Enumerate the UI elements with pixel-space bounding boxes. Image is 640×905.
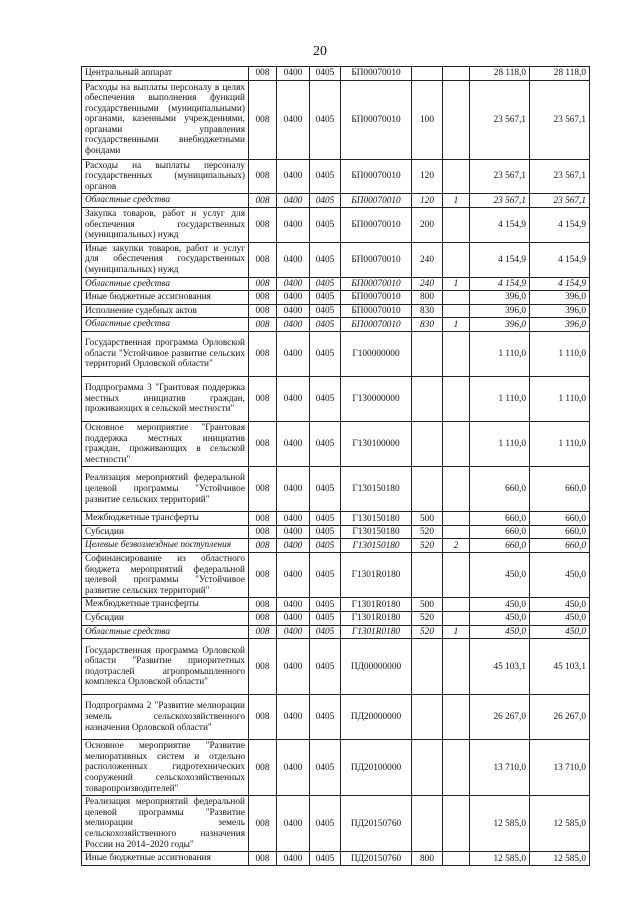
expense-type-code — [412, 376, 443, 421]
amount-2: 396,0 — [530, 304, 590, 318]
amount-2: 1 110,0 — [530, 376, 590, 421]
subsection-code: 0405 — [310, 376, 341, 421]
table-row — [82, 525, 590, 539]
funding-source-code: 2 — [443, 539, 470, 553]
subsection-code: 0405 — [310, 194, 341, 208]
row-name: Реализация мероприятий федеральной целевой программы "Развитие мелиорации земель сельскохозяйственного назначения России на 2014–2020 годы" — [82, 796, 249, 852]
row-name: Основное мероприятие "Грантовая поддержка местных инициатив граждан, проживающих в сельской местности" — [82, 421, 249, 466]
section-code: 0400 — [277, 194, 310, 208]
subsection-code: 0405 — [310, 318, 341, 332]
section-code: 0400 — [277, 598, 310, 612]
section-code: 0400 — [277, 318, 310, 332]
ministry-code: 008 — [249, 318, 277, 332]
funding-source-code — [443, 207, 470, 242]
amount-2: 450,0 — [530, 625, 590, 639]
amount-1: 4 154,9 — [470, 242, 530, 277]
funding-source-code: 1 — [443, 318, 470, 332]
target-article-code: Г1301R0180 — [341, 553, 412, 598]
table-row — [82, 421, 590, 466]
target-article-code: БП00070010 — [341, 159, 412, 194]
subsection-code: 0405 — [310, 291, 341, 305]
ministry-code: 008 — [249, 639, 277, 695]
section-code: 0400 — [277, 625, 310, 639]
section-code: 0400 — [277, 242, 310, 277]
section-code: 0400 — [277, 525, 310, 539]
expense-type-code: 800 — [412, 852, 443, 866]
expense-type-code: 120 — [412, 194, 443, 208]
expense-type-code: 240 — [412, 277, 443, 291]
subsection-code: 0405 — [310, 740, 341, 796]
section-code: 0400 — [277, 467, 310, 512]
amount-2: 23 567,1 — [530, 80, 590, 159]
funding-source-code — [443, 291, 470, 305]
funding-source-code — [443, 852, 470, 866]
amount-1: 396,0 — [470, 304, 530, 318]
amount-1: 28 118,0 — [470, 67, 530, 81]
amount-2: 450,0 — [530, 553, 590, 598]
amount-2: 396,0 — [530, 318, 590, 332]
ministry-code: 008 — [249, 695, 277, 740]
amount-2: 396,0 — [530, 291, 590, 305]
ministry-code: 008 — [249, 159, 277, 194]
amount-1: 1 110,0 — [470, 421, 530, 466]
section-code: 0400 — [277, 512, 310, 526]
subsection-code: 0405 — [310, 67, 341, 81]
ministry-code: 008 — [249, 467, 277, 512]
funding-source-code — [443, 376, 470, 421]
expense-type-code: 500 — [412, 598, 443, 612]
ministry-code: 008 — [249, 304, 277, 318]
ministry-code: 008 — [249, 291, 277, 305]
section-code: 0400 — [277, 304, 310, 318]
expense-type-code — [412, 553, 443, 598]
target-article-code: Г130150180 — [341, 525, 412, 539]
section-code: 0400 — [277, 421, 310, 466]
ministry-code: 008 — [249, 376, 277, 421]
row-name: Субсидии — [82, 525, 249, 539]
table-row — [82, 598, 590, 612]
amount-2: 4 154,9 — [530, 242, 590, 277]
expense-type-code: 200 — [412, 207, 443, 242]
amount-2: 1 110,0 — [530, 331, 590, 376]
table-row — [82, 242, 590, 277]
row-name: Межбюджетные трансферты — [82, 598, 249, 612]
subsection-code: 0405 — [310, 242, 341, 277]
expense-type-code: 240 — [412, 242, 443, 277]
row-name: Исполнение судебных актов — [82, 304, 249, 318]
section-code: 0400 — [277, 331, 310, 376]
subsection-code: 0405 — [310, 525, 341, 539]
amount-1: 660,0 — [470, 512, 530, 526]
table-row — [82, 159, 590, 194]
ministry-code: 008 — [249, 80, 277, 159]
subsection-code: 0405 — [310, 207, 341, 242]
table-row — [82, 740, 590, 796]
funding-source-code — [443, 242, 470, 277]
section-code: 0400 — [277, 695, 310, 740]
target-article-code: ПД20150760 — [341, 796, 412, 852]
amount-2: 12 585,0 — [530, 796, 590, 852]
target-article-code: ПД20000000 — [341, 695, 412, 740]
target-article-code: Г1301R0180 — [341, 612, 412, 626]
row-name: Государственная программа Орловской области "Устойчивое развитие сельских территорий Орловской области" — [82, 331, 249, 376]
target-article-code: Г130150180 — [341, 539, 412, 553]
subsection-code: 0405 — [310, 331, 341, 376]
expense-type-code: 520 — [412, 539, 443, 553]
amount-1: 26 267,0 — [470, 695, 530, 740]
ministry-code: 008 — [249, 512, 277, 526]
ministry-code: 008 — [249, 242, 277, 277]
section-code: 0400 — [277, 852, 310, 866]
ministry-code: 008 — [249, 796, 277, 852]
subsection-code: 0405 — [310, 625, 341, 639]
expense-type-code: 100 — [412, 80, 443, 159]
amount-1: 12 585,0 — [470, 796, 530, 852]
row-name: Расходы на выплаты персоналу в целях обеспечения выполнения функций государственными (муниципальными) органами, казенными учреждениями, органами управления государственными внебюджетными фондами — [82, 80, 249, 159]
expense-type-code: 830 — [412, 304, 443, 318]
expense-type-code: 830 — [412, 318, 443, 332]
target-article-code: ПД20150760 — [341, 852, 412, 866]
row-name: Целевые безвозмездные поступления — [82, 539, 249, 553]
table-row — [82, 625, 590, 639]
section-code: 0400 — [277, 539, 310, 553]
subsection-code: 0405 — [310, 421, 341, 466]
target-article-code: БП00070010 — [341, 304, 412, 318]
expense-type-code — [412, 740, 443, 796]
section-code: 0400 — [277, 553, 310, 598]
funding-source-code — [443, 67, 470, 81]
row-name: Государственная программа Орловской области "Развитие приоритетных подотраслей агропромышленного комплекса Орловской области" — [82, 639, 249, 695]
row-name: Софинансирование из областного бюджета мероприятий федеральной целевой программы "Устойчивое развитие сельских территорий" — [82, 553, 249, 598]
amount-1: 450,0 — [470, 612, 530, 626]
page-number: 20 — [313, 44, 327, 59]
row-name: Межбюджетные трансферты — [82, 512, 249, 526]
subsection-code: 0405 — [310, 695, 341, 740]
amount-1: 450,0 — [470, 598, 530, 612]
amount-1: 1 110,0 — [470, 376, 530, 421]
funding-source-code — [443, 512, 470, 526]
row-name: Подпрограмма 2 "Развитие мелиорации земель сельскохозяйственного назначения Орловской области" — [82, 695, 249, 740]
section-code: 0400 — [277, 612, 310, 626]
ministry-code: 008 — [249, 598, 277, 612]
subsection-code: 0405 — [310, 512, 341, 526]
ministry-code: 008 — [249, 421, 277, 466]
amount-2: 660,0 — [530, 467, 590, 512]
subsection-code: 0405 — [310, 852, 341, 866]
row-name: Областные средства — [82, 318, 249, 332]
amount-1: 450,0 — [470, 625, 530, 639]
target-article-code: БП00070010 — [341, 194, 412, 208]
target-article-code: БП00070010 — [341, 67, 412, 81]
subsection-code: 0405 — [310, 796, 341, 852]
subsection-code: 0405 — [310, 612, 341, 626]
subsection-code: 0405 — [310, 539, 341, 553]
ministry-code: 008 — [249, 740, 277, 796]
expense-type-code: 520 — [412, 612, 443, 626]
section-code: 0400 — [277, 740, 310, 796]
table-row — [82, 512, 590, 526]
amount-1: 1 110,0 — [470, 331, 530, 376]
amount-2: 26 267,0 — [530, 695, 590, 740]
amount-1: 396,0 — [470, 291, 530, 305]
amount-1: 13 710,0 — [470, 740, 530, 796]
amount-1: 660,0 — [470, 539, 530, 553]
expense-type-code — [412, 421, 443, 466]
target-article-code: Г1301R0180 — [341, 625, 412, 639]
expense-type-code — [412, 331, 443, 376]
row-name: Расходы на выплаты персоналу государственных (муниципальных) органов — [82, 159, 249, 194]
table-row — [82, 467, 590, 512]
amount-1: 396,0 — [470, 318, 530, 332]
expense-type-code — [412, 796, 443, 852]
amount-1: 12 585,0 — [470, 852, 530, 866]
row-name: Иные бюджетные ассигнования — [82, 852, 249, 866]
ministry-code: 008 — [249, 331, 277, 376]
target-article-code: Г1301R0180 — [341, 598, 412, 612]
funding-source-code — [443, 639, 470, 695]
expense-type-code: 800 — [412, 291, 443, 305]
amount-1: 23 567,1 — [470, 80, 530, 159]
section-code: 0400 — [277, 80, 310, 159]
target-article-code: Г130150180 — [341, 467, 412, 512]
amount-2: 4 154,9 — [530, 277, 590, 291]
row-name: Областные средства — [82, 277, 249, 291]
target-article-code: БП00070010 — [341, 291, 412, 305]
funding-source-code — [443, 598, 470, 612]
amount-1: 23 567,1 — [470, 194, 530, 208]
amount-2: 450,0 — [530, 612, 590, 626]
table-row — [82, 277, 590, 291]
table-row — [82, 639, 590, 695]
amount-1: 4 154,9 — [470, 207, 530, 242]
budget-table — [81, 66, 590, 866]
ministry-code: 008 — [249, 277, 277, 291]
funding-source-code — [443, 612, 470, 626]
expense-type-code: 120 — [412, 159, 443, 194]
amount-2: 28 118,0 — [530, 67, 590, 81]
table-row — [82, 207, 590, 242]
section-code: 0400 — [277, 67, 310, 81]
table-row — [82, 796, 590, 852]
table-row — [82, 539, 590, 553]
funding-source-code — [443, 553, 470, 598]
section-code: 0400 — [277, 291, 310, 305]
amount-2: 23 567,1 — [530, 159, 590, 194]
row-name: Реализация мероприятий федеральной целевой программы "Устойчивое развитие сельских территорий" — [82, 467, 249, 512]
target-article-code: БП00070010 — [341, 80, 412, 159]
funding-source-code: 1 — [443, 277, 470, 291]
amount-1: 660,0 — [470, 467, 530, 512]
amount-2: 4 154,9 — [530, 207, 590, 242]
section-code: 0400 — [277, 639, 310, 695]
section-code: 0400 — [277, 159, 310, 194]
row-name: Иные бюджетные ассигнования — [82, 291, 249, 305]
table-row — [82, 331, 590, 376]
funding-source-code — [443, 695, 470, 740]
target-article-code: ПД20100000 — [341, 740, 412, 796]
target-article-code: БП00070010 — [341, 207, 412, 242]
row-name: Субсидии — [82, 612, 249, 626]
funding-source-code — [443, 159, 470, 194]
funding-source-code — [443, 80, 470, 159]
ministry-code: 008 — [249, 539, 277, 553]
table-row — [82, 304, 590, 318]
expense-type-code — [412, 467, 443, 512]
amount-2: 660,0 — [530, 512, 590, 526]
subsection-code: 0405 — [310, 304, 341, 318]
row-name: Основное мероприятие "Развитие мелиоративных систем и отдельно расположенных гидротехнических сооружений сельскохозяйственных товаропроизводителей" — [82, 740, 249, 796]
amount-2: 1 110,0 — [530, 421, 590, 466]
section-code: 0400 — [277, 207, 310, 242]
ministry-code: 008 — [249, 525, 277, 539]
subsection-code: 0405 — [310, 80, 341, 159]
target-article-code: БП00070010 — [341, 277, 412, 291]
row-name: Центральный аппарат — [82, 67, 249, 81]
subsection-code: 0405 — [310, 467, 341, 512]
funding-source-code — [443, 796, 470, 852]
expense-type-code — [412, 639, 443, 695]
ministry-code: 008 — [249, 612, 277, 626]
target-article-code: ПД00000000 — [341, 639, 412, 695]
section-code: 0400 — [277, 796, 310, 852]
subsection-code: 0405 — [310, 553, 341, 598]
target-article-code: БП00070010 — [341, 242, 412, 277]
amount-1: 45 103,1 — [470, 639, 530, 695]
subsection-code: 0405 — [310, 277, 341, 291]
amount-1: 450,0 — [470, 553, 530, 598]
table-row — [82, 612, 590, 626]
table-row — [82, 194, 590, 208]
funding-source-code — [443, 304, 470, 318]
funding-source-code — [443, 421, 470, 466]
funding-source-code — [443, 331, 470, 376]
ministry-code: 008 — [249, 852, 277, 866]
amount-2: 450,0 — [530, 598, 590, 612]
target-article-code: Г130000000 — [341, 376, 412, 421]
ministry-code: 008 — [249, 553, 277, 598]
row-name: Областные средства — [82, 194, 249, 208]
ministry-code: 008 — [249, 625, 277, 639]
row-name: Иные закупки товаров, работ и услуг для обеспечения государственных (муниципальных) нужд — [82, 242, 249, 277]
amount-2: 13 710,0 — [530, 740, 590, 796]
expense-type-code: 500 — [412, 512, 443, 526]
expense-type-code: 520 — [412, 625, 443, 639]
ministry-code: 008 — [249, 67, 277, 81]
table-row — [82, 553, 590, 598]
target-article-code: Г100000000 — [341, 331, 412, 376]
row-name: Закупка товаров, работ и услуг для обеспечения государственных (муниципальных) нужд — [82, 207, 249, 242]
funding-source-code — [443, 467, 470, 512]
section-code: 0400 — [277, 277, 310, 291]
expense-type-code: 520 — [412, 525, 443, 539]
amount-1: 660,0 — [470, 525, 530, 539]
target-article-code: Г130100000 — [341, 421, 412, 466]
amount-2: 660,0 — [530, 525, 590, 539]
expense-type-code — [412, 67, 443, 81]
target-article-code: Г130150180 — [341, 512, 412, 526]
funding-source-code: 1 — [443, 194, 470, 208]
section-code: 0400 — [277, 376, 310, 421]
funding-source-code — [443, 525, 470, 539]
subsection-code: 0405 — [310, 598, 341, 612]
table-row — [82, 852, 590, 866]
amount-2: 12 585,0 — [530, 852, 590, 866]
amount-2: 45 103,1 — [530, 639, 590, 695]
table-row — [82, 376, 590, 421]
subsection-code: 0405 — [310, 639, 341, 695]
expense-type-code — [412, 695, 443, 740]
amount-2: 23 567,1 — [530, 194, 590, 208]
row-name: Областные средства — [82, 625, 249, 639]
ministry-code: 008 — [249, 194, 277, 208]
ministry-code: 008 — [249, 207, 277, 242]
table-body — [82, 67, 590, 866]
subsection-code: 0405 — [310, 159, 341, 194]
target-article-code: БП00070010 — [341, 318, 412, 332]
amount-2: 660,0 — [530, 539, 590, 553]
table-row — [82, 80, 590, 159]
table-row — [82, 695, 590, 740]
table-row — [82, 318, 590, 332]
row-name: Подпрограмма 3 "Грантовая поддержка местных инициатив граждан, проживающих в сельской местности" — [82, 376, 249, 421]
table-row — [82, 291, 590, 305]
funding-source-code: 1 — [443, 625, 470, 639]
table-row — [82, 67, 590, 81]
funding-source-code — [443, 740, 470, 796]
amount-1: 23 567,1 — [470, 159, 530, 194]
amount-1: 4 154,9 — [470, 277, 530, 291]
